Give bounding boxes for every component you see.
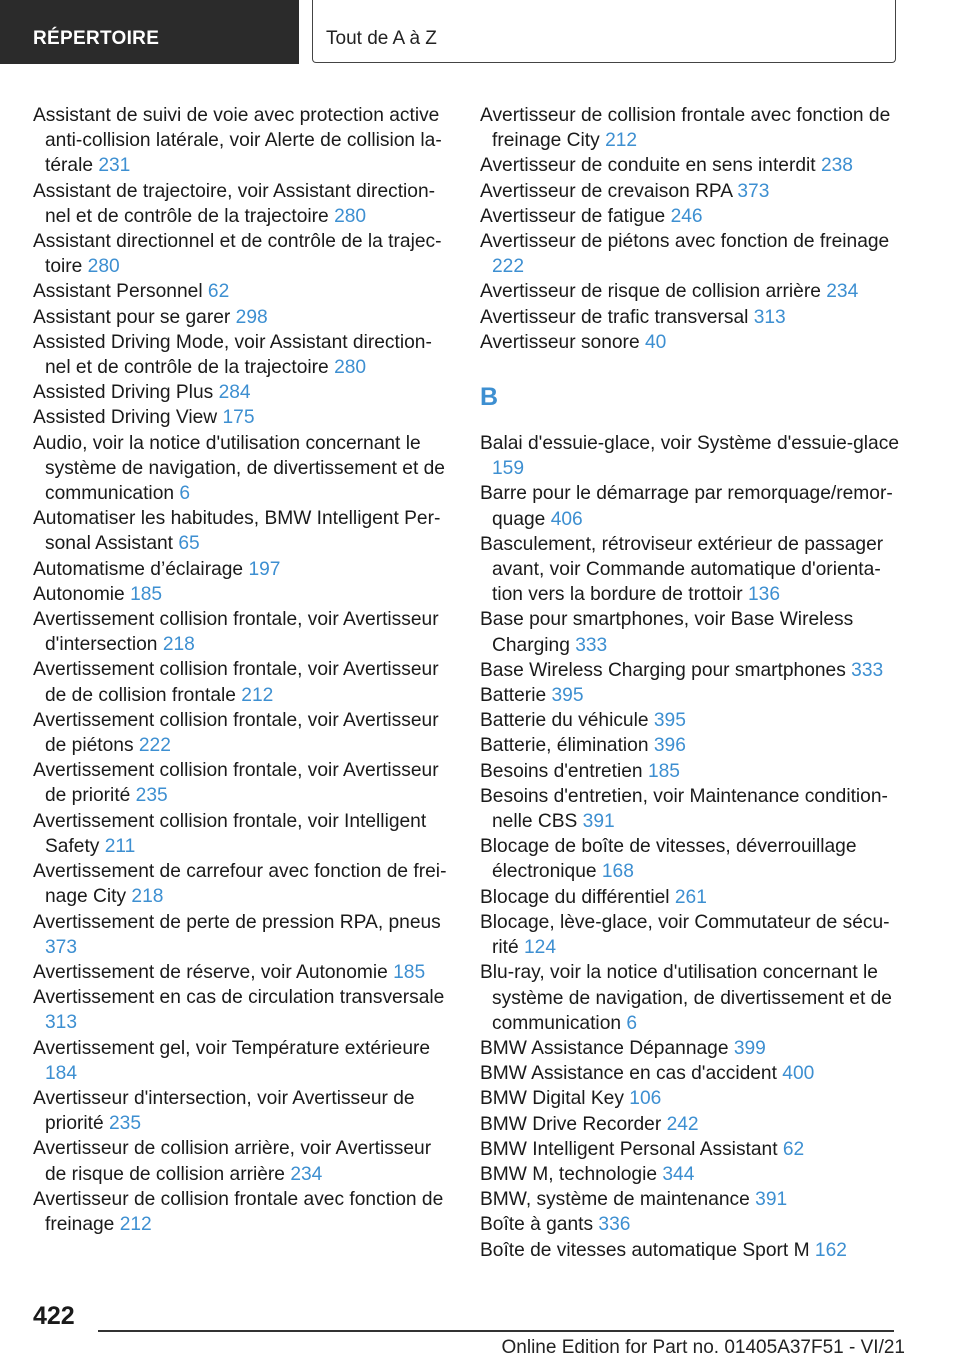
index-entry-text: BMW Drive Recorder xyxy=(480,1113,662,1135)
page-link[interactable]: 162 xyxy=(814,1239,847,1261)
page-link[interactable]: 136 xyxy=(747,584,780,606)
page-link[interactable]: 212 xyxy=(605,130,638,152)
index-entry-text: Batterie du véhicule xyxy=(480,710,649,732)
index-entry-text: Assisted Driving Plus xyxy=(33,382,214,404)
index-entry xyxy=(33,229,451,279)
index-entry xyxy=(480,179,900,204)
page-link[interactable]: 373 xyxy=(45,936,78,958)
index-entry xyxy=(480,784,900,834)
index-entry xyxy=(480,1162,900,1187)
index-entry-text: Basculement, rétroviseur extérieur de passager avant, voir Commande automatique d'orientation vers la bordure de trottoir xyxy=(480,533,884,606)
index-entry-text: Assistant pour se garer xyxy=(33,306,231,328)
index-entry-text: Besoins d'entretien xyxy=(480,760,643,782)
index-entry xyxy=(33,960,451,985)
index-entry xyxy=(480,708,900,733)
index-entry-text: Avertissement de réserve, voir Autonomie xyxy=(33,961,388,983)
index-entry xyxy=(33,657,451,707)
index-entry-text: BMW, système de maintenance xyxy=(480,1189,750,1211)
index-entry-text: Avertissement collision frontale, voir Avertisseur d'intersection xyxy=(33,609,439,656)
index-entry xyxy=(480,834,900,884)
index-entry-text: Assistant Personnel xyxy=(33,281,203,303)
index-entry-text: BMW M, technologie xyxy=(480,1163,658,1185)
page-link[interactable]: 234 xyxy=(826,281,859,303)
page-link[interactable]: 62 xyxy=(782,1138,805,1160)
page-link[interactable]: 234 xyxy=(290,1163,323,1185)
index-entry-text: Avertissement collision frontale, voir Intelligent Safety xyxy=(33,810,427,857)
index-entry-text: Avertissement de perte de pression RPA, pneus xyxy=(33,911,441,933)
page-link[interactable]: 344 xyxy=(662,1163,695,1185)
index-entry-text: Blocage, lève-glace, voir Commutateur de sécurité xyxy=(480,911,890,959)
index-entry-text: Avertisseur sonore xyxy=(480,331,640,353)
index-entry xyxy=(480,658,900,683)
index-entry-text: BMW Intelligent Personal Assistant xyxy=(480,1138,778,1160)
page-link[interactable]: 406 xyxy=(550,508,583,530)
index-entry-text: Assistant de trajectoire, voir Assistant directionnel et de contrôle de la trajectoire xyxy=(33,180,436,227)
index-entry-text: Avertisseur de conduite en sens interdit xyxy=(480,155,816,177)
page-link[interactable]: 280 xyxy=(87,256,120,278)
page-link[interactable]: 212 xyxy=(241,684,274,706)
page-link[interactable]: 185 xyxy=(647,760,680,782)
page-link[interactable]: 235 xyxy=(109,1113,142,1135)
index-entry xyxy=(33,330,451,380)
page-number: 422 xyxy=(33,1302,75,1330)
index-entry-text: Blocage du différentiel xyxy=(480,886,670,908)
index-column-right xyxy=(480,103,900,1263)
page-link[interactable]: 391 xyxy=(582,811,615,833)
footer-divider xyxy=(98,1330,894,1332)
index-entry xyxy=(480,1238,900,1263)
index-entry-text: Blocage de boîte de vitesses, déverrouillage électronique xyxy=(480,836,857,883)
page-link[interactable]: 106 xyxy=(629,1088,662,1110)
page-link[interactable]: 184 xyxy=(45,1062,78,1084)
index-entry-text: BMW Digital Key xyxy=(480,1088,624,1110)
index-entry xyxy=(33,431,451,507)
index-entry-text: Assisted Driving View xyxy=(33,407,218,429)
index-entry xyxy=(33,910,451,960)
index-entry xyxy=(33,607,451,657)
section-letter-heading: B xyxy=(480,383,499,412)
page-link[interactable]: 175 xyxy=(222,407,255,429)
page-link[interactable]: 185 xyxy=(393,961,426,983)
page-link[interactable]: 6 xyxy=(626,1012,638,1034)
page-link[interactable]: 313 xyxy=(45,1012,78,1034)
index-entry-text: Assistant de suivi de voie avec protection active anti-collision latérale, voir Alerte de collision latérale xyxy=(33,105,442,177)
page-link[interactable]: 284 xyxy=(218,382,251,404)
index-entry-text: BMW Assistance Dépannage xyxy=(480,1037,729,1059)
page-link[interactable]: 395 xyxy=(653,710,686,732)
section-tab-label: RÉPERTOIRE xyxy=(33,28,160,49)
index-entry-text: Avertisseur de collision frontale avec fonction de freinage xyxy=(33,1188,444,1235)
index-entry xyxy=(480,1086,900,1111)
index-entry-text: Base pour smartphones, voir Base Wireless Charging xyxy=(480,609,854,656)
page-link[interactable]: 396 xyxy=(653,735,686,757)
index-entry xyxy=(480,683,900,708)
index-entry-text: Batterie xyxy=(480,685,547,707)
footer-edition: Online Edition for Part no. 01405A37F51 - VI/21 xyxy=(501,1337,905,1358)
index-entry-text: Batterie, élimination xyxy=(480,735,649,757)
index-entry xyxy=(480,1036,900,1061)
index-entry xyxy=(480,885,900,910)
index-entry-text: Avertisseur de crevaison RPA xyxy=(480,180,733,202)
index-entry-text: Audio, voir la notice d'utilisation concernant le système de navigation, de divertissement et de communication xyxy=(33,432,445,505)
index-entry xyxy=(480,532,900,608)
index-entry-text: BMW Assistance en cas d'accident xyxy=(480,1063,777,1085)
index-entry xyxy=(480,733,900,758)
page-link[interactable]: 40 xyxy=(644,331,667,353)
index-entry xyxy=(33,279,451,304)
index-entry-text: Avertisseur de trafic transversal xyxy=(480,306,749,328)
index-entry-text: Avertissement gel, voir Température extérieure xyxy=(33,1037,431,1059)
page-link[interactable]: 218 xyxy=(131,886,164,908)
page-link[interactable]: 235 xyxy=(135,785,168,807)
page-link[interactable]: 261 xyxy=(674,886,707,908)
index-entry-text: Boîte à gants xyxy=(480,1214,594,1236)
index-entry xyxy=(480,229,900,279)
page-link[interactable]: 395 xyxy=(551,685,584,707)
index-entry-text: Avertisseur d'intersection, voir Avertisseur de priorité xyxy=(33,1087,415,1135)
page-link[interactable]: 333 xyxy=(851,659,884,681)
page-link[interactable]: 246 xyxy=(670,205,703,227)
page-link[interactable]: 185 xyxy=(130,583,163,605)
index-entry xyxy=(33,582,451,607)
index-entry-text: Avertisseur de collision frontale avec fonction de freinage City xyxy=(480,105,891,152)
page-link[interactable]: 65 xyxy=(178,533,200,555)
index-entry xyxy=(480,607,900,657)
index-entry-text: Automatiser les habitudes, BMW Intelligent Personal Assistant xyxy=(33,508,441,555)
index-entry-text: Blu-ray, voir la notice d'utilisation concernant le système de navigation, de divertissement et de communication xyxy=(480,962,892,1034)
page-link[interactable]: 280 xyxy=(334,357,367,379)
index-entry xyxy=(33,179,451,229)
page-link[interactable]: 242 xyxy=(666,1113,699,1135)
index-entry xyxy=(33,1136,451,1186)
index-entry xyxy=(480,1212,900,1237)
page-link[interactable]: 159 xyxy=(492,458,525,480)
index-entry-text: Avertissement collision frontale, voir Avertisseur de piétons xyxy=(33,709,439,757)
index-entry xyxy=(480,1187,900,1212)
page-link[interactable]: 218 xyxy=(162,634,195,656)
page-link[interactable]: 212 xyxy=(119,1213,152,1235)
index-entry xyxy=(33,506,451,556)
section-tab[interactable] xyxy=(0,0,299,64)
page-link[interactable]: 399 xyxy=(733,1037,766,1059)
page-link[interactable]: 168 xyxy=(601,861,634,883)
page-link[interactable]: 336 xyxy=(598,1214,631,1236)
index-entry-text: Besoins d'entretien, voir Maintenance conditionnelle CBS xyxy=(480,785,888,833)
index-entry xyxy=(480,204,900,229)
index-entry xyxy=(480,153,900,178)
index-entry-text: Avertissement collision frontale, voir Avertisseur de de collision frontale xyxy=(33,659,439,706)
page-link[interactable]: 124 xyxy=(524,937,557,959)
index-entry xyxy=(33,809,451,859)
page-link[interactable]: 231 xyxy=(98,155,131,177)
page-link[interactable]: 333 xyxy=(575,634,608,656)
page-link[interactable]: 222 xyxy=(138,735,171,757)
page-link[interactable]: 6 xyxy=(179,483,191,505)
index-entry-text: Avertissement en cas de circulation transversale xyxy=(33,987,445,1009)
index-entry xyxy=(33,1036,451,1086)
page-link[interactable]: 400 xyxy=(782,1063,815,1085)
index-entry xyxy=(480,759,900,784)
page-title: Tout de A à Z xyxy=(326,28,437,49)
index-entry-text: Base Wireless Charging pour smartphones xyxy=(480,659,846,681)
page-link[interactable]: 62 xyxy=(207,281,230,303)
index-entry xyxy=(33,859,451,909)
index-entry xyxy=(33,305,451,330)
index-entry xyxy=(480,431,900,481)
page-link[interactable]: 391 xyxy=(755,1189,788,1211)
index-entry-text: Avertisseur de collision arrière, voir Avertisseur de risque de collision arrière xyxy=(33,1138,432,1185)
index-entry xyxy=(480,960,900,1036)
index-entry xyxy=(480,1112,900,1137)
index-entry xyxy=(480,910,900,960)
index-entry-text: Assistant directionnel et de contrôle de la trajectoire xyxy=(33,231,442,278)
index-entry-text: Avertisseur de risque de collision arrière xyxy=(480,281,821,303)
page-link[interactable]: 280 xyxy=(334,205,367,227)
index-entry-text: Autonomie xyxy=(33,583,125,605)
index-entry xyxy=(33,380,451,405)
page-link[interactable]: 313 xyxy=(753,306,786,328)
index-entry-text: Boîte de vitesses automatique Sport M xyxy=(480,1239,810,1261)
index-entry xyxy=(33,1086,451,1136)
index-entry xyxy=(480,1061,900,1086)
index-entry-text: Barre pour le démarrage par remorquage/remorquage xyxy=(480,483,893,530)
index-entry-text: Avertissement de carrefour avec fonction de freinage City xyxy=(33,861,447,908)
index-entry xyxy=(33,1187,451,1237)
page-link[interactable]: 298 xyxy=(235,306,268,328)
index-entry-text: Avertisseur de piétons avec fonction de freinage xyxy=(480,231,890,253)
page-link[interactable]: 211 xyxy=(104,835,136,857)
index-entry xyxy=(480,330,900,355)
page-link[interactable]: 197 xyxy=(248,558,281,580)
index-entry-text: Assisted Driving Mode, voir Assistant directionnel et de contrôle de la trajectoire xyxy=(33,331,432,379)
index-entry xyxy=(33,758,451,808)
index-entry xyxy=(33,985,451,1035)
index-entry xyxy=(33,405,451,430)
index-entry-text: Balai d'essuie-glace, voir Système d'essuie-glace xyxy=(480,433,899,455)
page-link[interactable]: 373 xyxy=(737,180,770,202)
index-column-left xyxy=(33,103,451,1237)
index-entry-text: Avertisseur de fatigue xyxy=(480,205,666,227)
index-entry xyxy=(480,305,900,330)
page-header xyxy=(312,0,896,63)
page-link[interactable]: 222 xyxy=(492,256,525,278)
index-entry-text: Automatisme d’éclairage xyxy=(33,558,244,580)
index-entry xyxy=(480,103,900,153)
index-entry xyxy=(480,1137,900,1162)
index-entry xyxy=(480,279,900,304)
index-entry-text: Avertissement collision frontale, voir Avertisseur de priorité xyxy=(33,760,439,807)
index-entry xyxy=(33,103,451,179)
index-entry xyxy=(480,481,900,531)
index-entry xyxy=(33,708,451,758)
page-link[interactable]: 238 xyxy=(820,155,853,177)
index-entry xyxy=(33,557,451,582)
